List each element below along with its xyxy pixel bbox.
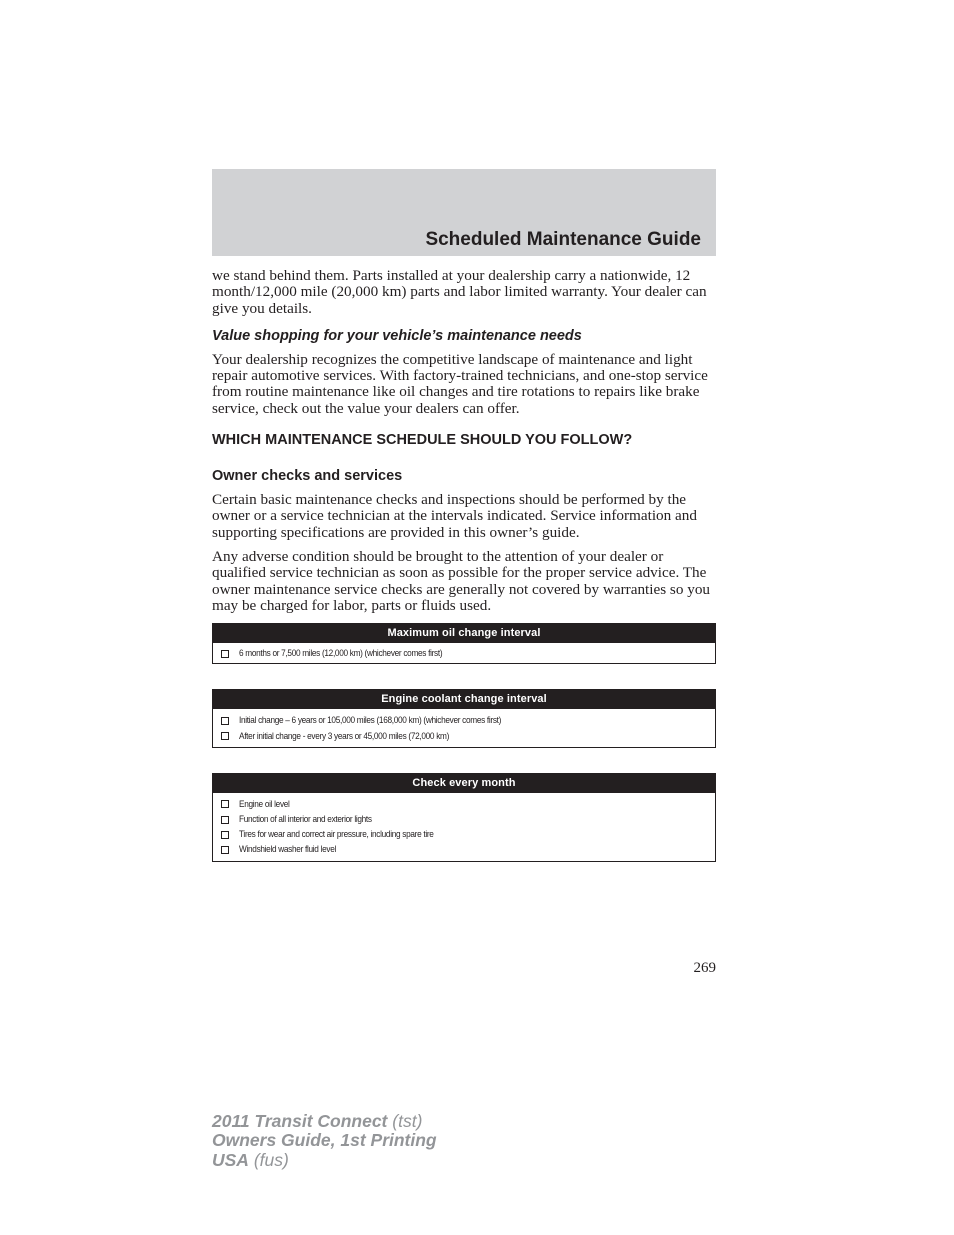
checklist-item <box>221 712 715 727</box>
box-title: Check every month <box>213 774 715 793</box>
checklist-item <box>221 826 715 841</box>
checkbox-icon <box>221 732 229 740</box>
owner-checks-paragraph-1: Certain basic maintenance checks and inspections should be performed by the owner or a service technician at the intervals indicated. Service information and supporting specifications are provided in this owner’s guide. <box>212 491 697 541</box>
checklist-item-label: Initial change – 6 years or 105,000 miles (168,000 km) (whichever comes first) <box>239 714 502 726</box>
checklist-item <box>221 728 715 743</box>
owner-checks-paragraph-2: Any adverse condition should be brought to the attention of your dealer or qualified service technician as soon as possible for the proper service advice. The owner maintenance service checks are generally not covered by warranties so you may be charged for labor, parts or fluids used. <box>212 547 711 614</box>
box-title: Maximum oil change interval <box>213 624 715 643</box>
footer-printing: Owners Guide, 1st Printing <box>212 1130 437 1151</box>
page-content <box>212 268 716 862</box>
coolant-change-interval-box <box>212 689 716 747</box>
footer-line-market <box>212 1151 437 1170</box>
owner-checks-heading: Owner checks and services <box>212 468 403 485</box>
box-body <box>213 709 715 746</box>
checkbox-icon <box>221 717 229 725</box>
checkbox-icon <box>221 816 229 824</box>
checklist-item <box>221 841 715 856</box>
value-shopping-paragraph: Your dealership recognizes the competitive landscape of maintenance and light repair automotive services. With factory-trained technicians, and one-stop service from routine maintenance like oil changes and tire rotations to repairs like brake service, check out the value your dealers can offer. <box>212 350 708 417</box>
checkbox-icon <box>221 800 229 808</box>
box-body <box>213 643 715 663</box>
footer-line-printing <box>212 1131 437 1150</box>
checkbox-icon <box>221 846 229 854</box>
box-title: Engine coolant change interval <box>213 690 715 709</box>
checklist-item <box>221 645 715 660</box>
box-body <box>213 793 715 862</box>
checklist-item <box>221 811 715 826</box>
checklist-item-label: Function of all interior and exterior lights <box>239 813 372 824</box>
page-number: 269 <box>693 960 716 976</box>
footer-model-code: (tst) <box>392 1111 423 1131</box>
checklist-item-label: After initial change - every 3 years or 45,000 miles (72,000 km) <box>239 729 450 741</box>
schedule-heading: WHICH MAINTENANCE SCHEDULE SHOULD YOU FOLLOW? <box>212 432 633 449</box>
checklist-item <box>221 796 715 811</box>
checklist-item-label: Engine oil level <box>239 797 290 809</box>
checklist-item-label: Tires for wear and correct air pressure, including spare tire <box>239 828 434 840</box>
footer-model-name: 2011 Transit Connect <box>212 1111 388 1131</box>
checklist-item-label: 6 months or 7,500 miles (12,000 km) (whichever comes first) <box>239 647 443 659</box>
monthly-checks-box <box>212 773 716 863</box>
oil-change-interval-box <box>212 623 716 664</box>
section-header-band <box>212 169 716 256</box>
publication-footer <box>212 1112 437 1170</box>
intro-paragraph: we stand behind them. Parts installed at your dealership carry a nationwide, 12 month/12,000 mile (20,000 km) parts and labor limited warranty. Your dealer can give you details. <box>212 267 707 317</box>
footer-line-model <box>212 1112 437 1131</box>
checklist-item-label: Windshield washer fluid level <box>239 843 337 855</box>
footer-market: USA <box>212 1149 249 1170</box>
checkbox-icon <box>221 650 229 658</box>
value-shopping-heading: Value shopping for your vehicle’s maintenance needs <box>212 327 582 344</box>
section-title: Scheduled Maintenance Guide <box>425 229 701 250</box>
footer-market-code: (fus) <box>253 1149 289 1170</box>
checkbox-icon <box>221 831 229 839</box>
